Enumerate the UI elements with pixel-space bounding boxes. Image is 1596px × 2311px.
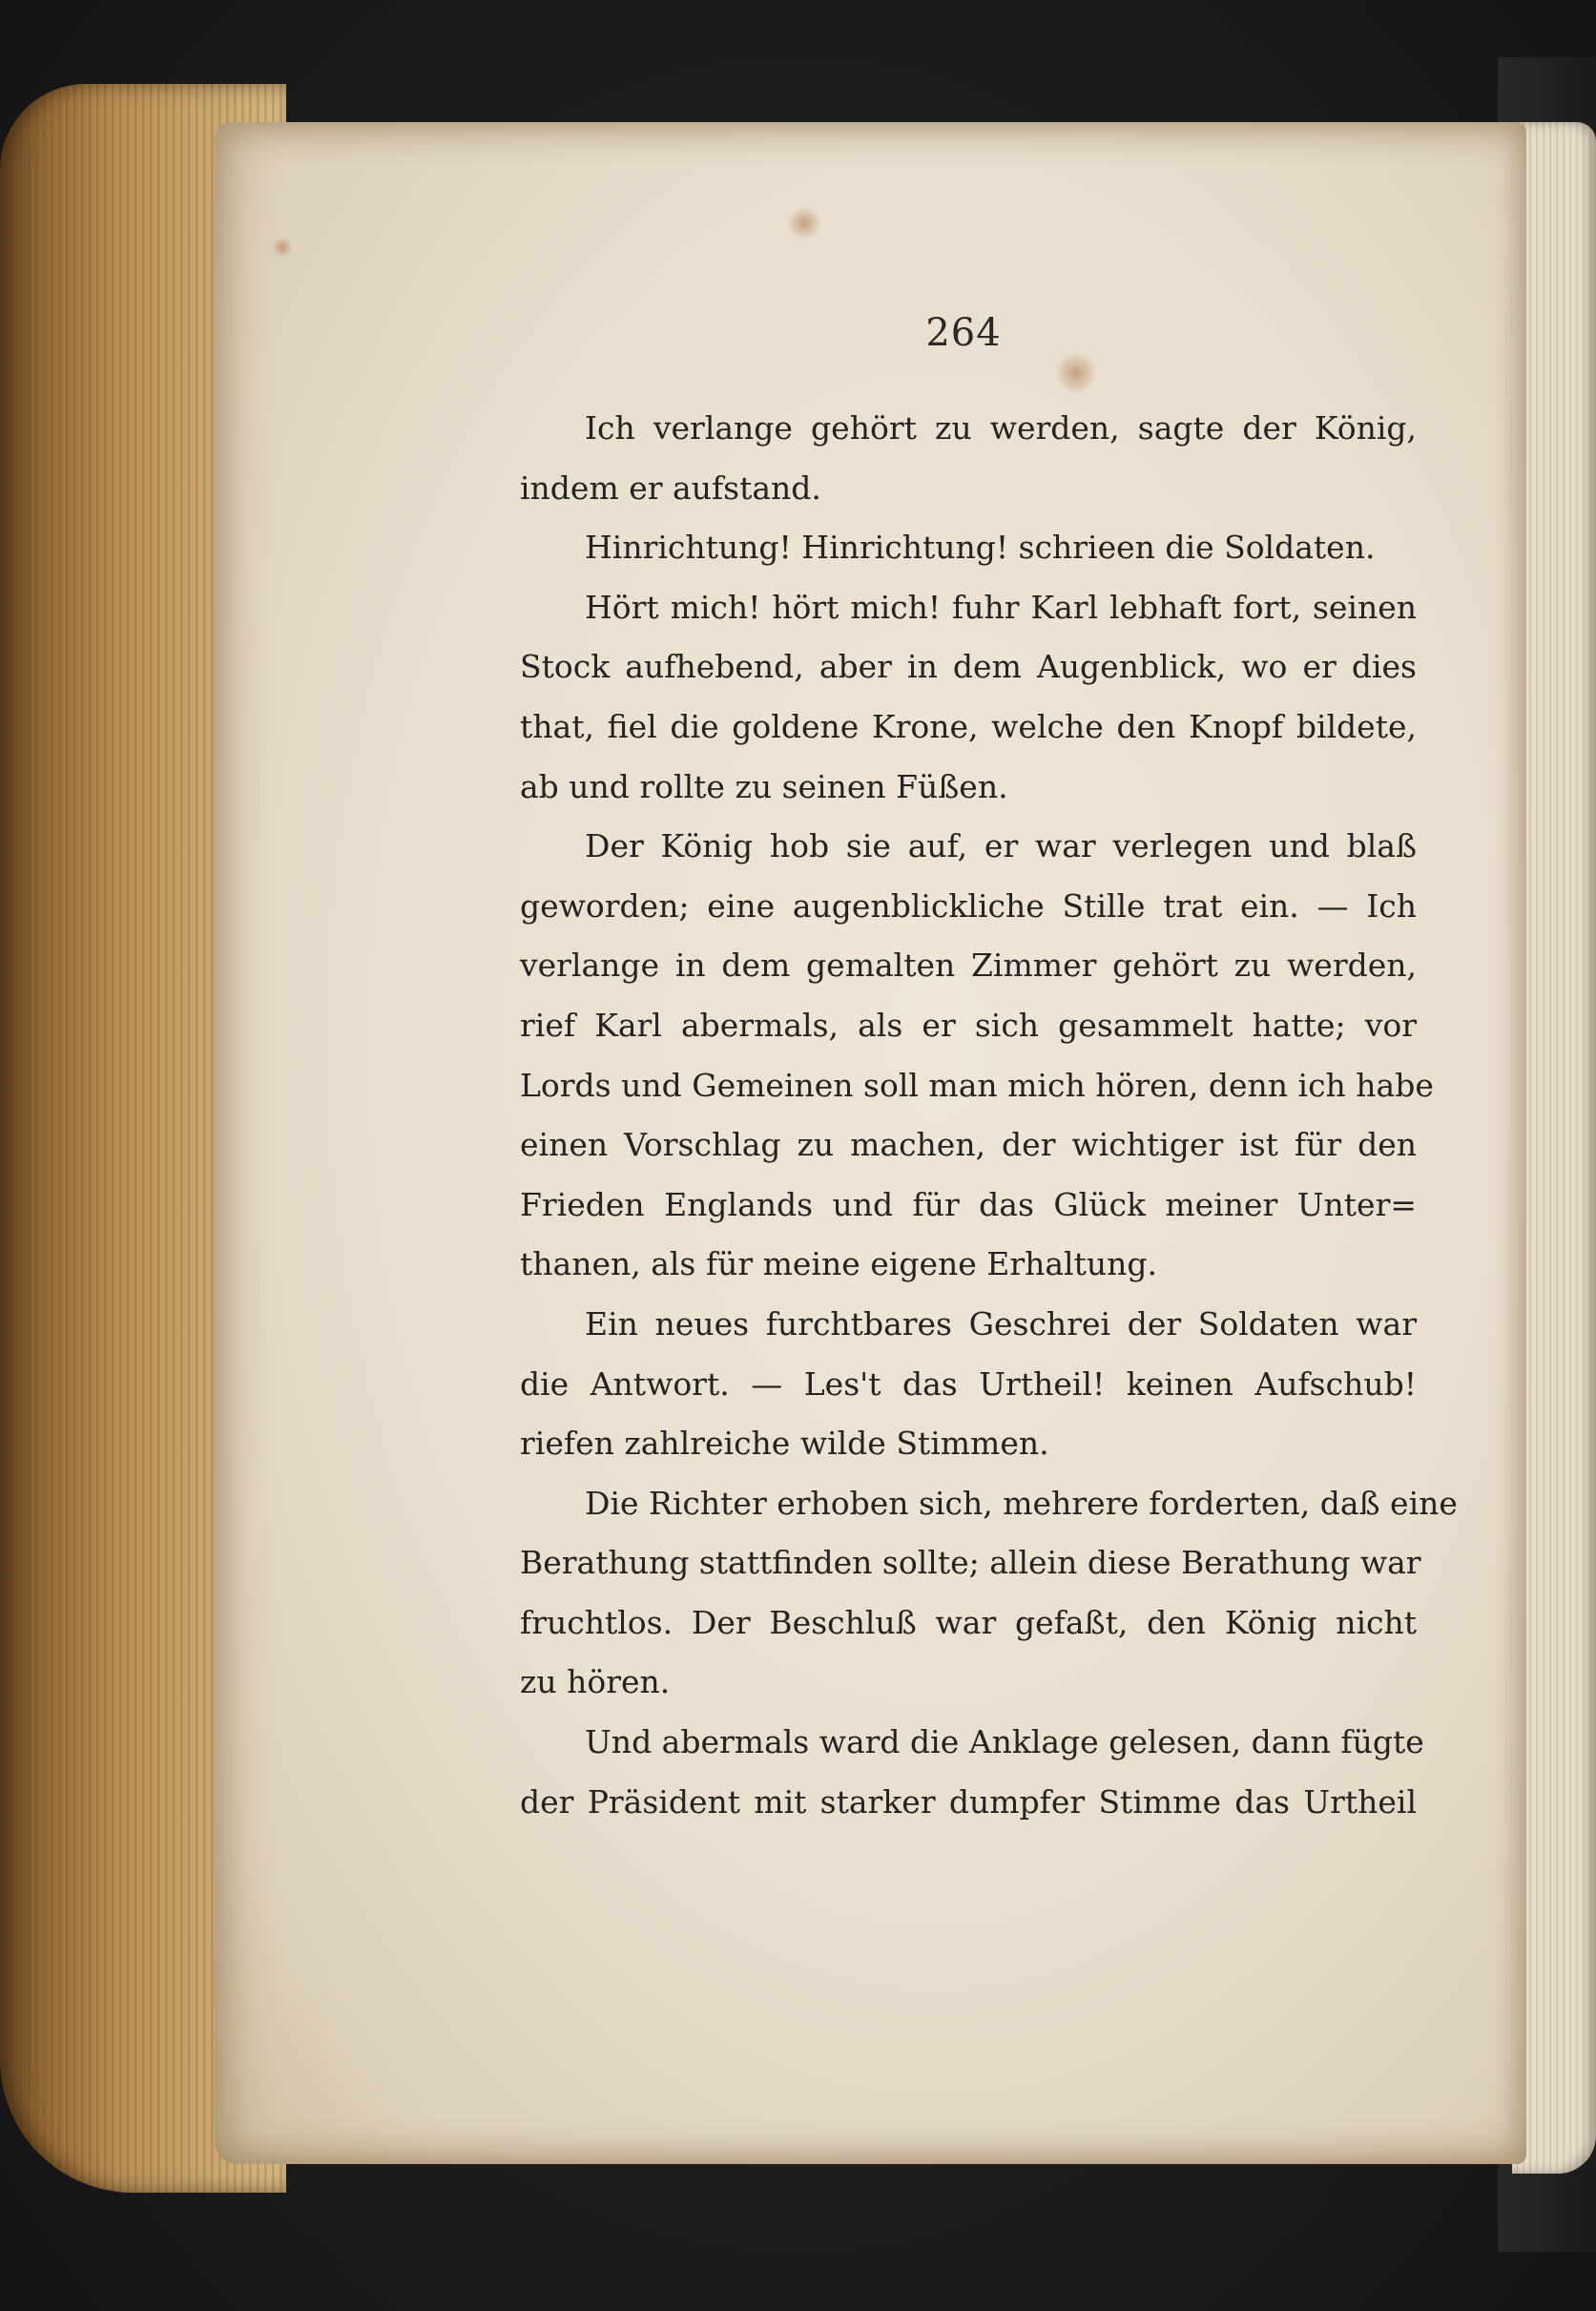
- text-line: Die Richter erhoben sich, mehrere forderten, daß eine: [585, 1484, 1458, 1522]
- page-body-text: [520, 399, 1458, 1832]
- text-line: that, fiel die goldene Krone, welche den Knopf bildete,: [520, 707, 1417, 745]
- text-line: Berathung stattfinden sollte; allein diese Berathung war: [520, 1544, 1421, 1582]
- text-line: riefen zahlreiche wilde Stimmen.: [520, 1425, 1049, 1463]
- text-line: Ich verlange gehört zu werden, sagte der König,: [585, 409, 1417, 447]
- text-line: thanen, als für meine eigene Erhaltung.: [520, 1245, 1157, 1283]
- text-line: Der König hob sie auf, er war verlegen und blaß: [585, 827, 1417, 865]
- text-line: der Präsident mit starker dumpfer Stimme das Urtheil: [520, 1782, 1417, 1821]
- text-line: verlange in dem gemalten Zimmer gehört zu werden,: [520, 947, 1417, 985]
- age-spot: [787, 206, 821, 240]
- page-number: 264: [925, 311, 1002, 355]
- text-line: geworden; eine augenblickliche Stille trat ein. — Ich: [520, 886, 1417, 925]
- text-line: Hinrichtung! Hinrichtung! schrieen die Soldaten.: [585, 529, 1376, 567]
- text-line: Stock aufhebend, aber in dem Augenblick, wo er dies: [520, 648, 1417, 686]
- text-line: die Antwort. — Les't das Urtheil! keinen Aufschub!: [520, 1364, 1417, 1403]
- text-line: Hört mich! hört mich! fuhr Karl lebhaft fort, seinen: [585, 588, 1417, 626]
- text-line: fruchtlos. Der Beschluß war gefaßt, den König nicht: [520, 1603, 1417, 1641]
- text-line: ab und rollte zu seinen Füßen.: [520, 767, 1008, 805]
- text-line: Frieden Englands und für das Glück meiner Unter=: [520, 1185, 1417, 1223]
- age-spot: [272, 237, 293, 258]
- text-line: zu hören.: [520, 1663, 671, 1701]
- text-line: rief Karl abermals, als er sich gesammelt hatte; vor: [520, 1006, 1417, 1044]
- text-line: einen Vorschlag zu machen, der wichtiger ist für den: [520, 1126, 1417, 1164]
- age-spot: [1054, 351, 1098, 395]
- text-line: Ein neues furchtbares Geschrei der Soldaten war: [585, 1304, 1417, 1343]
- text-line: indem er aufstand.: [520, 468, 821, 507]
- text-line: Lords und Gemeinen soll man mich hören, denn ich habe: [520, 1066, 1434, 1104]
- text-line: Und abermals ward die Anklage gelesen, dann fügte: [585, 1723, 1424, 1761]
